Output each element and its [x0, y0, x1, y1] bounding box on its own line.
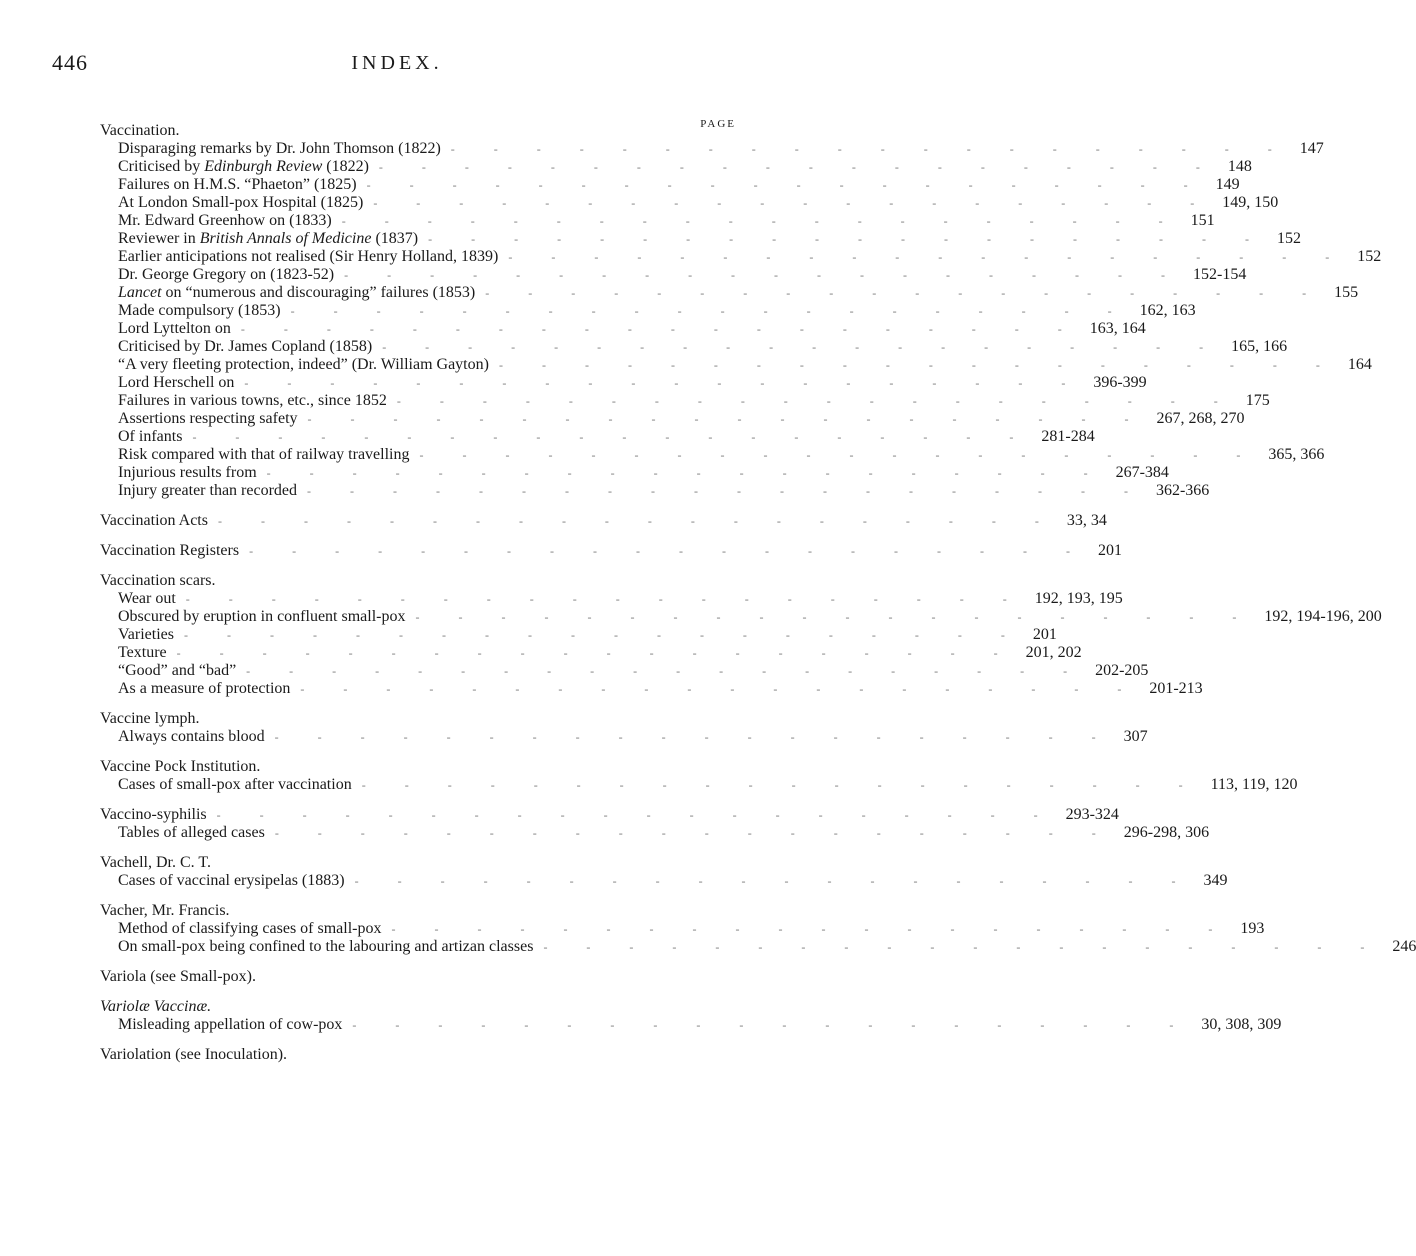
index-subentry [100, 194, 1279, 212]
subentry-text: Method of classifying cases of small-pox [118, 920, 382, 937]
subentry-text: At London Small-pox Hospital (1825) [118, 194, 364, 211]
dot-leader: - - - - - - - - - - - - - - - - - - - - [361, 778, 1201, 792]
subentry-text: Dr. George Gregory on (1823-52) [118, 266, 335, 283]
index-entry [100, 758, 1298, 794]
page-reference: 307 [1123, 728, 1148, 745]
subentry-text: Made compulsory (1853) [118, 302, 281, 319]
page-reference: 151 [1190, 212, 1215, 229]
index-subentry [100, 392, 1270, 410]
subentry-text: Varieties [118, 626, 174, 643]
entry-heading-row [100, 122, 736, 140]
dot-leader: - - - - - - - - - - - - - - - - - - - - [266, 466, 1106, 480]
dot-leader: - - - - - - - - - - - - - - - - - - - - [396, 394, 1236, 408]
subentry-title-italic: British Annals of Medicine [199, 230, 372, 247]
subentry-text: Mr. Edward Greenhow on (1833) [118, 212, 332, 229]
subentry-text: Lord Herschell on [118, 374, 235, 391]
index-entry [100, 998, 1282, 1034]
dot-leader: - - - - - - - - - - - - - - - - - - - - [249, 544, 1088, 558]
subentry-text-part: (1837) [371, 230, 419, 247]
index-entry [100, 122, 1382, 500]
dot-leader: - - - - - - - - - - - - - - - - - - - - [415, 610, 1255, 624]
entry-heading-row [100, 854, 736, 872]
dot-leader: - - - - - - - - - - - - - - - - - - - - [543, 940, 1383, 954]
index-subentry [100, 230, 1302, 248]
page-reference: 175 [1245, 392, 1270, 409]
index-subentry [100, 728, 1148, 746]
entry-heading: Variola (see Small-pox). [100, 968, 256, 985]
subentry-text: Failures on H.M.S. “Phaeton” (1825) [118, 176, 357, 193]
dot-leader: - - - - - - - - - - - - - - - - - - - - [274, 826, 1114, 840]
index-subentry [100, 176, 1240, 194]
subentry-text: As a measure of protection [118, 680, 291, 697]
index-subentry [100, 248, 1382, 266]
index-entry [100, 512, 1107, 530]
subentry-text: Failures in various towns, etc., since 1852 [118, 392, 387, 409]
page-reference: 113, 119, 120 [1210, 776, 1298, 793]
page-reference: 164 [1347, 356, 1372, 373]
entry-heading: Vacher, Mr. Francis. [100, 902, 230, 919]
page-reference: 33, 34 [1066, 512, 1107, 529]
subentry-text: Disparaging remarks by Dr. John Thomson (1822) [118, 140, 441, 157]
page-reference: 246 [1392, 938, 1416, 955]
page-reference: 192, 193, 195 [1034, 590, 1123, 607]
subentry-text [100, 230, 418, 248]
index-subentry [100, 662, 1149, 680]
dot-leader: - - - - - - - - - - - - - - - - - - - - [307, 412, 1147, 426]
dot-leader: - - - - - - - - - - - - - - - - - - - - [300, 682, 1140, 696]
dot-leader: - - - - - - - - - - - - - - - - - - - - [217, 514, 1057, 528]
entry-heading: Vaccination Registers [100, 542, 240, 559]
page-reference: 267-384 [1115, 464, 1169, 481]
subentry-text: Always contains blood [118, 728, 265, 745]
index-subentry [100, 872, 1228, 890]
index-subentry [100, 1016, 1282, 1034]
index-entry [100, 572, 1382, 698]
entry-heading-row [100, 968, 736, 986]
index-subentry [100, 338, 1288, 356]
dot-leader: - - - - - - - - - - - - - - - - - - - - [274, 730, 1114, 744]
subentry-text: Risk compared with that of railway travelling [118, 446, 410, 463]
dot-leader: - - - - - - - - - - - - - - - - - - - - [508, 250, 1348, 264]
subentry-text: On small-pox being confined to the labouring and artizan classes [118, 938, 534, 955]
index-subentry [100, 446, 1325, 464]
index-subentry [100, 140, 1324, 158]
index-subentry [100, 938, 1416, 956]
page-reference: 152-154 [1193, 266, 1247, 283]
page-reference: 201-213 [1149, 680, 1203, 697]
subentry-text: “A very fleeting protection, indeed” (Dr. William Gayton) [118, 356, 489, 373]
index-subentry [100, 680, 1203, 698]
index-subentry [100, 302, 1196, 320]
page-column-label: PAGE [700, 118, 736, 130]
page-reference: 152 [1357, 248, 1382, 265]
entry-heading-row [100, 542, 1122, 560]
subentry-text: Cases of small-pox after vaccination [118, 776, 352, 793]
entry-heading: Vaccino-syphilis [100, 806, 207, 823]
index-subentry [100, 626, 1057, 644]
entry-heading-row [100, 1046, 736, 1064]
dot-leader: - - - - - - - - - - - - - - - - - - - - [246, 664, 1086, 678]
subentry-text-part: on “numerous and discouraging” failures (1853) [161, 284, 476, 301]
subentry-text: “Good” and “bad” [118, 662, 237, 679]
page-reference: 192, 194-196, 200 [1264, 608, 1382, 625]
page-reference: 148 [1227, 158, 1252, 175]
entry-heading: Vachell, Dr. C. T. [100, 854, 211, 871]
page-reference: 147 [1299, 140, 1324, 157]
dot-leader: - - - - - - - - - - - - - - - - - - - - [183, 628, 1023, 642]
dot-leader: - - - - - - - - - - - - - - - - - - - - [192, 430, 1032, 444]
entry-heading: Vaccination Acts [100, 512, 208, 529]
subentry-text: Tables of alleged cases [118, 824, 265, 841]
page-reference: 193 [1240, 920, 1265, 937]
subentry-text [100, 284, 475, 302]
subentry-title-italic: Edinburgh Review [204, 158, 323, 175]
index-list [100, 110, 1416, 1064]
entry-heading-italic: Variolæ Vaccinæ. [100, 998, 212, 1015]
index-subentry [100, 590, 1123, 608]
subentry-text: Criticised by Dr. James Copland (1858) [118, 338, 373, 355]
dot-leader: - - - - - - - - - - - - - - - - - - - - [450, 142, 1290, 156]
subentry-text-part: Reviewer in [118, 230, 200, 247]
dot-leader: - - - - - - - - - - - - - - - - - - - - [428, 232, 1268, 246]
page-reference: 349 [1203, 872, 1228, 889]
index-subentry [100, 410, 1245, 428]
index-subentry [100, 644, 1082, 662]
dot-leader: - - - - - - - - - - - - - - - - - - - - [373, 196, 1213, 210]
page-reference: 201 [1098, 542, 1122, 559]
index-subentry [100, 266, 1247, 284]
subentry-title-italic: Lancet [118, 284, 162, 301]
dot-leader: - - - - - - - - - - - - - - - - - - - - [391, 922, 1231, 936]
subentry-text: Earlier anticipations not realised (Sir Henry Holland, 1839) [118, 248, 499, 265]
entry-heading: Variolation (see Inoculation). [100, 1046, 288, 1063]
page-header [52, 50, 742, 80]
page-reference: 165, 166 [1231, 338, 1288, 355]
index-subentry [100, 464, 1169, 482]
entry-heading-row [100, 998, 736, 1016]
dot-leader: - - - - - - - - - - - - - - - - - - - - [498, 358, 1338, 372]
subentry-text: Injurious results from [118, 464, 257, 481]
entry-heading-row [100, 512, 1107, 530]
dot-leader: - - - - - - - - - - - - - - - - - - - - [307, 484, 1146, 498]
index-subentry [100, 776, 1298, 794]
dot-leader: - - - - - - - - - - - - - - - - - - - - [216, 808, 1056, 822]
page-reference: 362-366 [1155, 482, 1210, 499]
subentry-text: Misleading appellation of cow-pox [118, 1016, 343, 1033]
page-reference: 149, 150 [1222, 194, 1279, 211]
subentry-text: Lord Lyttelton on [118, 320, 231, 337]
subentry-text [100, 158, 369, 176]
index-entry [100, 968, 736, 986]
index-entry [100, 1046, 736, 1064]
page-reference: 152 [1277, 230, 1302, 247]
page-reference: 149 [1215, 176, 1240, 193]
index-subentry [100, 284, 1359, 302]
page-reference: 365, 366 [1268, 446, 1325, 463]
dot-leader: - - - - - - - - - - - - - - - - - - - - [176, 646, 1016, 660]
page-reference: 296-298, 306 [1123, 824, 1210, 841]
dot-leader: - - - - - - - - - - - - - - - - - - - - [344, 268, 1184, 282]
subentry-text: Of infants [118, 428, 183, 445]
index-entry [100, 710, 1148, 746]
index-subentry [100, 374, 1147, 392]
index-entry [100, 542, 1122, 560]
entry-heading: Vaccine lymph. [100, 710, 200, 727]
dot-leader: - - - - - - - - - - - - - - - - - - - - [378, 160, 1218, 174]
subentry-text-part: (1822) [322, 158, 369, 175]
page-reference: 293-324 [1065, 806, 1119, 823]
index-subentry [100, 824, 1210, 842]
entry-heading-row [100, 710, 736, 728]
page-reference: 163, 164 [1089, 320, 1146, 337]
index-subentry [100, 158, 1252, 176]
page-reference: 267, 268, 270 [1156, 410, 1245, 427]
subentry-text: Wear out [118, 590, 176, 607]
subentry-text: Injury greater than recorded [118, 482, 298, 499]
subentry-text: Obscured by eruption in confluent small-pox [118, 608, 406, 625]
index-entry [100, 902, 1416, 956]
entry-heading: Vaccination scars. [100, 572, 216, 589]
index-subentry [100, 356, 1372, 374]
page-reference: 202-205 [1095, 662, 1149, 679]
entry-heading-row [100, 902, 736, 920]
index-entry [100, 854, 1228, 890]
dot-leader: - - - - - - - - - - - - - - - - - - - - [244, 376, 1084, 390]
page-number: 446 [52, 50, 88, 75]
index-entry [100, 806, 1210, 842]
dot-leader: - - - - - - - - - - - - - - - - - - - - [352, 1018, 1192, 1032]
page-reference: 162, 163 [1139, 302, 1196, 319]
page-reference: 396-399 [1093, 374, 1147, 391]
index-subentry [100, 212, 1215, 230]
entry-heading-row [100, 758, 736, 776]
subentry-text: Cases of vaccinal erysipelas (1883) [118, 872, 345, 889]
page-reference: 155 [1334, 284, 1359, 301]
index-subentry [100, 608, 1382, 626]
page-reference: 30, 308, 309 [1201, 1016, 1282, 1033]
entry-heading-row [100, 806, 1119, 824]
index-subentry [100, 428, 1095, 446]
subentry-text: Assertions respecting safety [118, 410, 298, 427]
dot-leader: - - - - - - - - - - - - - - - - - - - - [185, 592, 1025, 606]
page-reference: 201 [1032, 626, 1057, 643]
entry-heading: Vaccine Pock Institution. [100, 758, 261, 775]
dot-leader: - - - - - - - - - - - - - - - - - - - - [354, 874, 1194, 888]
index-subentry [100, 920, 1265, 938]
dot-leader: - - - - - - - - - - - - - - - - - - - - [382, 340, 1222, 354]
page-reference: 281-284 [1041, 428, 1095, 445]
dot-leader: - - - - - - - - - - - - - - - - - - - - [290, 304, 1130, 318]
dot-leader: - - - - - - - - - - - - - - - - - - - - [419, 448, 1259, 462]
entry-heading [100, 998, 211, 1016]
index-subentry [100, 320, 1146, 338]
dot-leader: - - - - - - - - - - - - - - - - - - - - [366, 178, 1206, 192]
dot-leader: - - - - - - - - - - - - - - - - - - - - [240, 322, 1080, 336]
page-reference: 201, 202 [1025, 644, 1082, 661]
dot-leader: - - - - - - - - - - - - - - - - - - - - [341, 214, 1181, 228]
entry-heading: Vaccination. [100, 122, 180, 139]
dot-leader: - - - - - - - - - - - - - - - - - - - - [485, 286, 1325, 300]
entry-heading-row [100, 572, 736, 590]
index-subentry [100, 482, 1210, 500]
subentry-text: Texture [118, 644, 167, 661]
running-title: INDEX. [351, 52, 443, 74]
subentry-text-part: Criticised by [118, 158, 205, 175]
